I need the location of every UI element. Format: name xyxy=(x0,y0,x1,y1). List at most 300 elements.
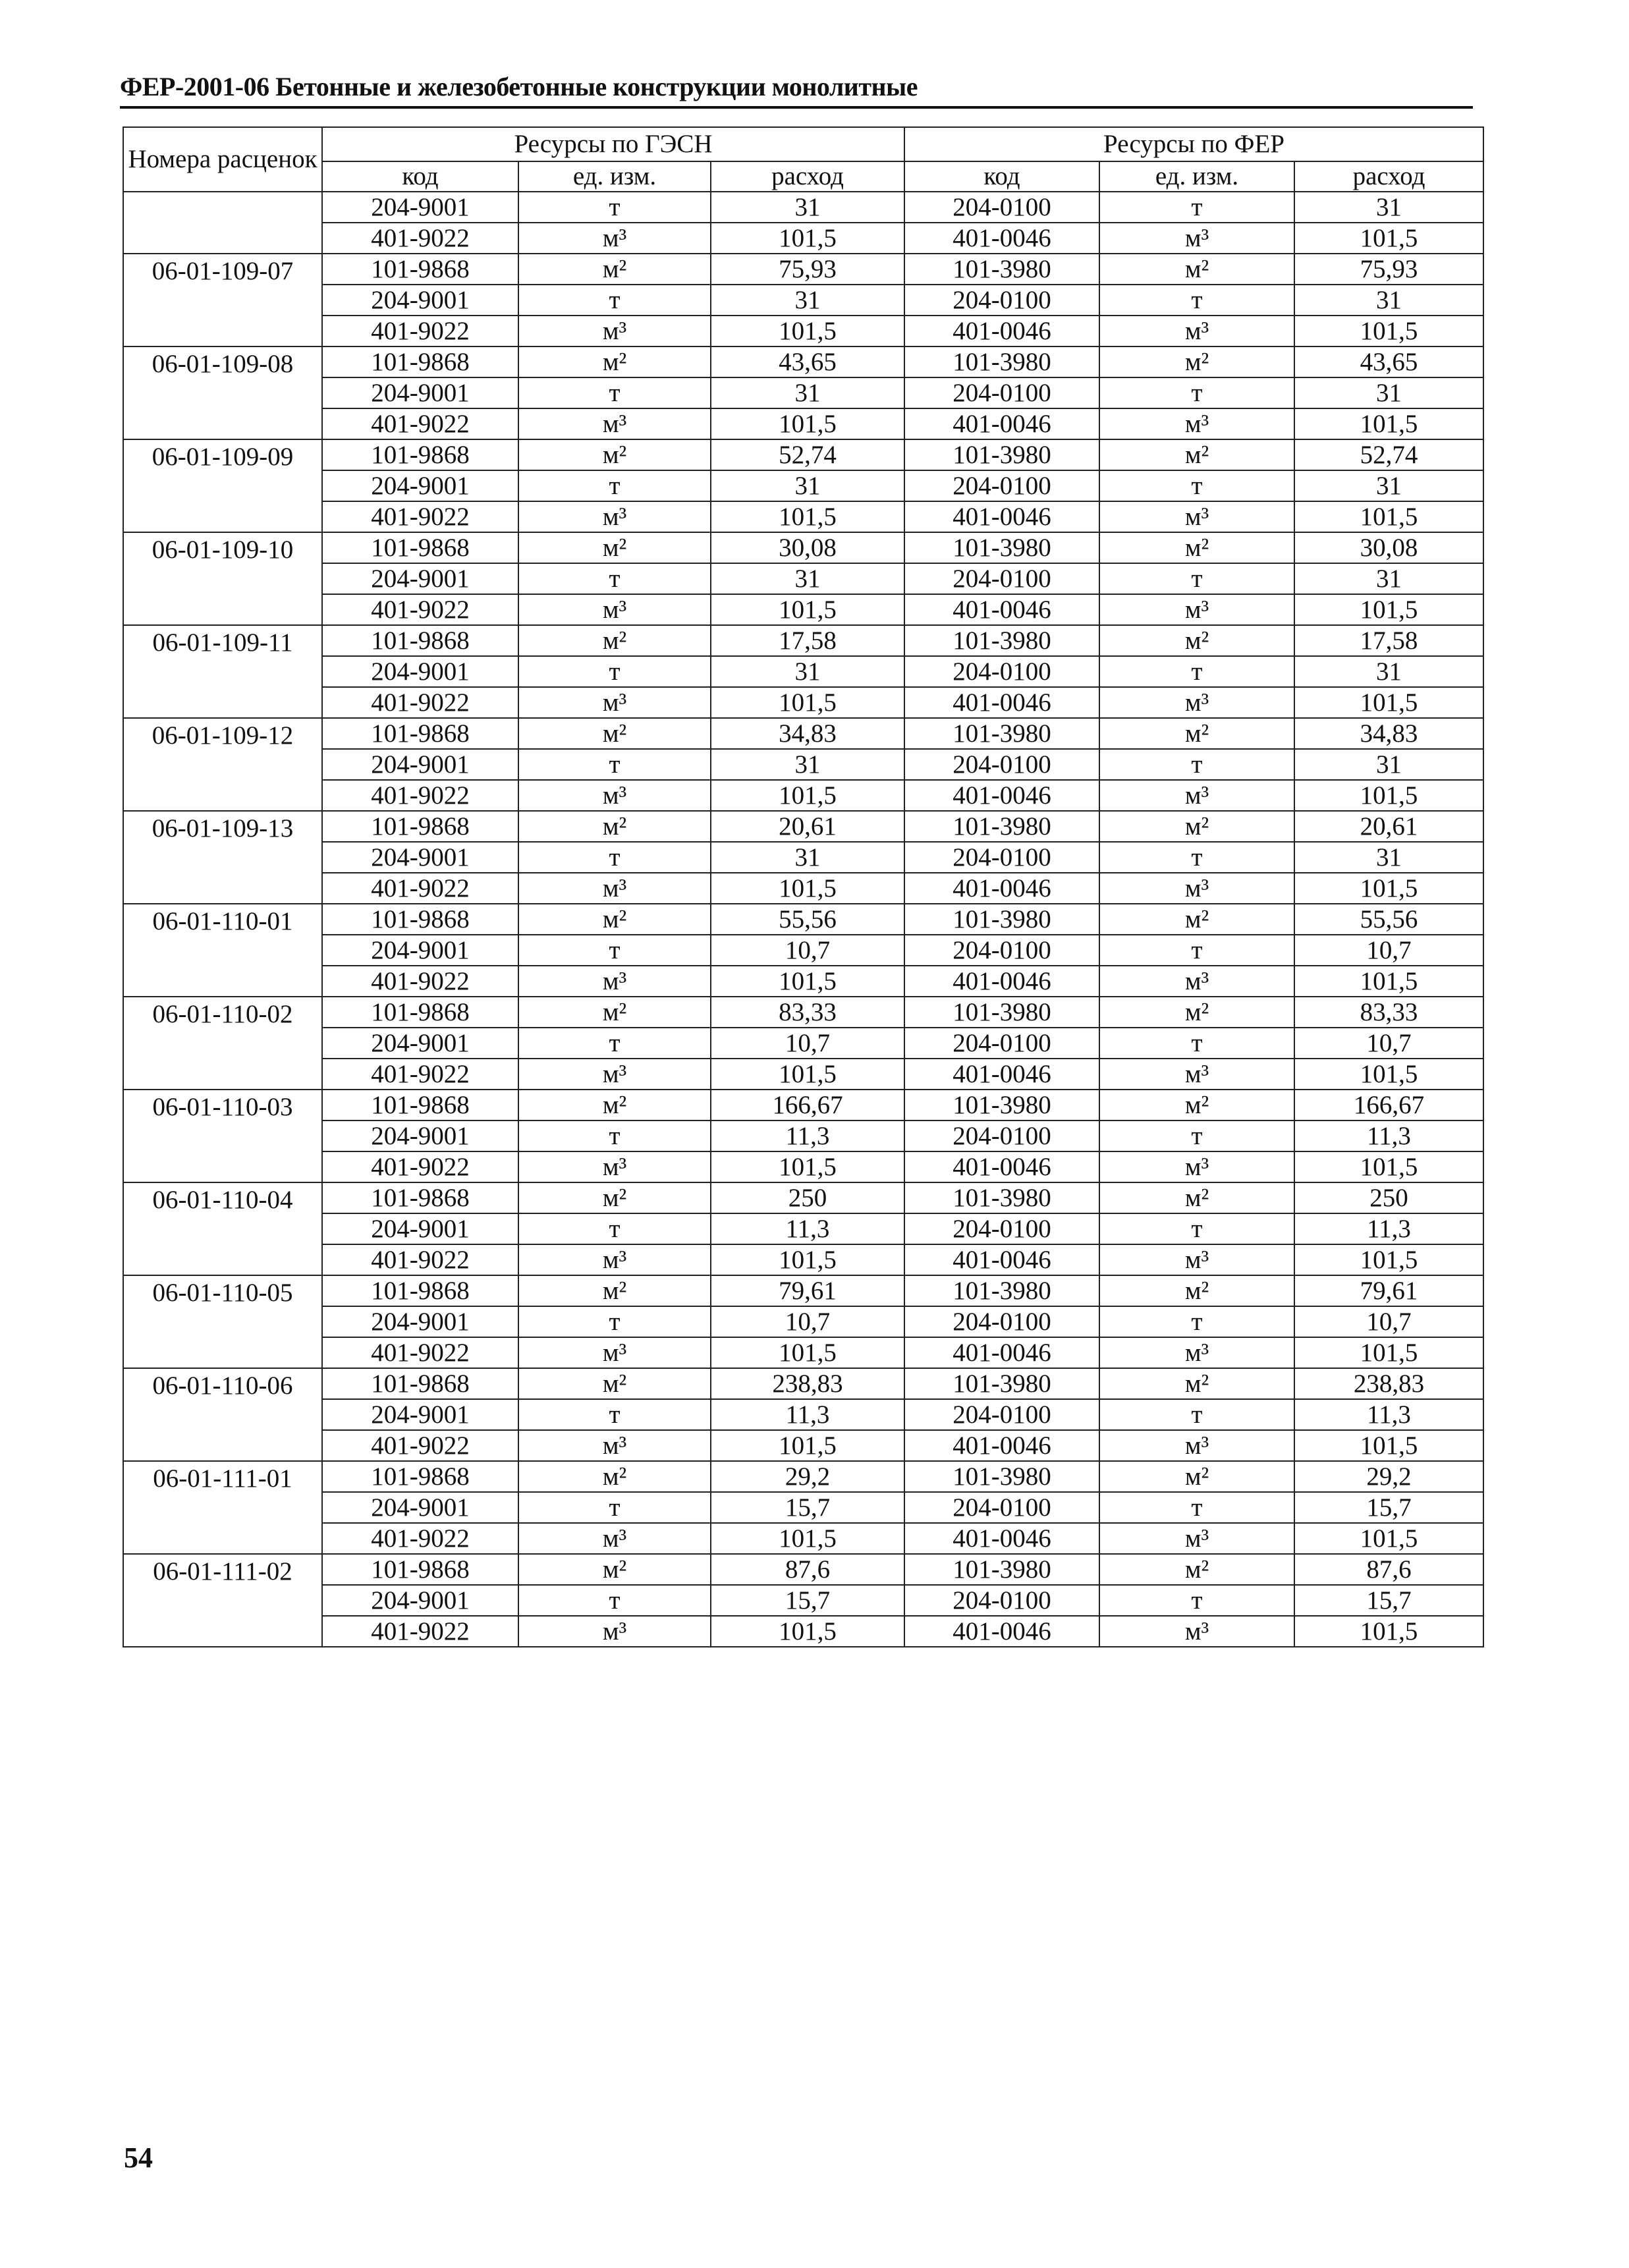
fer-unit-cell: т xyxy=(1099,377,1294,408)
fer-unit-cell: м² xyxy=(1099,1461,1294,1492)
fer-code-cell: 401-0046 xyxy=(904,316,1099,346)
fer-unit-cell: м² xyxy=(1099,718,1294,749)
gesn-consumption-cell: 87,6 xyxy=(711,1554,904,1585)
rate-number-cell: 06-01-110-04 xyxy=(123,1182,322,1275)
gesn-consumption-cell: 79,61 xyxy=(711,1275,904,1306)
gesn-consumption-cell: 101,5 xyxy=(711,1616,904,1647)
rate-numbers-header: Номера расценок xyxy=(123,127,322,192)
gesn-consumption-cell: 75,93 xyxy=(711,254,904,285)
gesn-unit-cell: м² xyxy=(518,1090,711,1120)
fer-unit-header: ед. изм. xyxy=(1099,161,1294,192)
gesn-code-cell: 401-9022 xyxy=(322,501,518,532)
fer-unit-cell: м³ xyxy=(1099,1523,1294,1554)
fer-code-cell: 401-0046 xyxy=(904,1616,1099,1647)
gesn-unit-cell: м² xyxy=(518,718,711,749)
fer-code-cell: 101-3980 xyxy=(904,346,1099,377)
fer-consumption-cell: 101,5 xyxy=(1294,1244,1483,1275)
gesn-code-cell: 401-9022 xyxy=(322,1616,518,1647)
gesn-unit-cell: м³ xyxy=(518,1151,711,1182)
fer-unit-cell: м² xyxy=(1099,1182,1294,1213)
gesn-code-cell: 101-9868 xyxy=(322,997,518,1028)
gesn-code-cell: 401-9022 xyxy=(322,316,518,346)
page-number: 54 xyxy=(124,2142,153,2174)
table-row xyxy=(123,594,1483,625)
table-head xyxy=(123,127,1483,192)
fer-unit-cell: м³ xyxy=(1099,780,1294,811)
gesn-unit-cell: т xyxy=(518,1213,711,1244)
fer-consumption-cell: 101,5 xyxy=(1294,1430,1483,1461)
gesn-unit-cell: т xyxy=(518,749,711,780)
rate-number-cell: 06-01-109-07 xyxy=(123,254,322,346)
fer-unit-cell: т xyxy=(1099,1213,1294,1244)
fer-code-cell: 401-0046 xyxy=(904,1059,1099,1090)
fer-code-cell: 101-3980 xyxy=(904,532,1099,563)
table-row xyxy=(123,1120,1483,1151)
gesn-code-cell: 204-9001 xyxy=(322,1120,518,1151)
fer-unit-cell: т xyxy=(1099,1306,1294,1337)
fer-code-cell: 101-3980 xyxy=(904,997,1099,1028)
gesn-consumption-cell: 101,5 xyxy=(711,966,904,997)
fer-consumption-cell: 55,56 xyxy=(1294,904,1483,935)
fer-unit-cell: т xyxy=(1099,285,1294,316)
fer-consumption-cell: 15,7 xyxy=(1294,1492,1483,1523)
table-row xyxy=(123,1182,1483,1213)
gesn-consumption-cell: 11,3 xyxy=(711,1120,904,1151)
table-row xyxy=(123,1028,1483,1059)
gesn-consumption-cell: 15,7 xyxy=(711,1492,904,1523)
fer-consumption-cell: 83,33 xyxy=(1294,997,1483,1028)
fer-unit-cell: т xyxy=(1099,563,1294,594)
gesn-unit-cell: м² xyxy=(518,439,711,470)
gesn-code-cell: 401-9022 xyxy=(322,594,518,625)
rate-number-cell: 06-01-111-02 xyxy=(123,1554,322,1647)
gesn-unit-cell: м² xyxy=(518,254,711,285)
table-row xyxy=(123,749,1483,780)
fer-unit-cell: м² xyxy=(1099,997,1294,1028)
table-row xyxy=(123,687,1483,718)
gesn-consumption-cell: 29,2 xyxy=(711,1461,904,1492)
fer-consumption-cell: 101,5 xyxy=(1294,780,1483,811)
fer-consumption-cell: 101,5 xyxy=(1294,1059,1483,1090)
fer-consumption-cell: 31 xyxy=(1294,377,1483,408)
fer-consumption-cell: 101,5 xyxy=(1294,501,1483,532)
gesn-unit-cell: т xyxy=(518,377,711,408)
gesn-consumption-cell: 52,74 xyxy=(711,439,904,470)
gesn-consumption-header: расход xyxy=(711,161,904,192)
gesn-unit-cell: м³ xyxy=(518,1059,711,1090)
table-row xyxy=(123,718,1483,749)
table-row xyxy=(123,1306,1483,1337)
table-body xyxy=(123,192,1483,1647)
gesn-consumption-cell: 31 xyxy=(711,377,904,408)
fer-code-cell: 204-0100 xyxy=(904,192,1099,223)
fer-consumption-cell: 101,5 xyxy=(1294,408,1483,439)
fer-consumption-cell: 34,83 xyxy=(1294,718,1483,749)
fer-unit-cell: м² xyxy=(1099,625,1294,656)
gesn-unit-cell: т xyxy=(518,470,711,501)
fer-consumption-cell: 31 xyxy=(1294,285,1483,316)
fer-code-cell: 204-0100 xyxy=(904,1399,1099,1430)
gesn-consumption-cell: 101,5 xyxy=(711,1430,904,1461)
rate-number-cell: 06-01-109-08 xyxy=(123,346,322,439)
fer-consumption-cell: 101,5 xyxy=(1294,1151,1483,1182)
gesn-code-cell: 204-9001 xyxy=(322,285,518,316)
table-row xyxy=(123,997,1483,1028)
fer-consumption-cell: 31 xyxy=(1294,192,1483,223)
gesn-code-cell: 204-9001 xyxy=(322,1585,518,1616)
gesn-consumption-cell: 31 xyxy=(711,563,904,594)
fer-consumption-cell: 17,58 xyxy=(1294,625,1483,656)
gesn-code-cell: 204-9001 xyxy=(322,1028,518,1059)
gesn-consumption-cell: 101,5 xyxy=(711,873,904,904)
gesn-unit-cell: м² xyxy=(518,532,711,563)
gesn-code-cell: 401-9022 xyxy=(322,780,518,811)
fer-consumption-cell: 11,3 xyxy=(1294,1120,1483,1151)
gesn-code-cell: 101-9868 xyxy=(322,811,518,842)
rate-number-cell: 06-01-110-01 xyxy=(123,904,322,997)
fer-unit-cell: м² xyxy=(1099,1275,1294,1306)
gesn-consumption-cell: 17,58 xyxy=(711,625,904,656)
fer-code-cell: 401-0046 xyxy=(904,873,1099,904)
table-row xyxy=(123,316,1483,346)
rate-number-cell: 06-01-109-10 xyxy=(123,532,322,625)
fer-unit-cell: м³ xyxy=(1099,1337,1294,1368)
fer-code-cell: 204-0100 xyxy=(904,563,1099,594)
table-row xyxy=(123,1368,1483,1399)
fer-unit-cell: м² xyxy=(1099,1368,1294,1399)
gesn-unit-cell: т xyxy=(518,656,711,687)
fer-resources-header: Ресурсы по ФЕР xyxy=(904,127,1483,161)
rate-number-cell: 06-01-109-13 xyxy=(123,811,322,904)
table-row xyxy=(123,1244,1483,1275)
fer-consumption-cell: 75,93 xyxy=(1294,254,1483,285)
fer-consumption-cell: 166,67 xyxy=(1294,1090,1483,1120)
table-row xyxy=(123,966,1483,997)
gesn-consumption-cell: 101,5 xyxy=(711,408,904,439)
gesn-unit-cell: т xyxy=(518,842,711,873)
fer-unit-cell: м³ xyxy=(1099,1244,1294,1275)
resources-table xyxy=(123,126,1484,1647)
gesn-code-cell: 101-9868 xyxy=(322,1090,518,1120)
gesn-code-cell: 401-9022 xyxy=(322,223,518,254)
fer-code-cell: 401-0046 xyxy=(904,594,1099,625)
fer-unit-cell: м³ xyxy=(1099,594,1294,625)
gesn-code-cell: 101-9868 xyxy=(322,1554,518,1585)
gesn-code-cell: 401-9022 xyxy=(322,1337,518,1368)
table-row xyxy=(123,285,1483,316)
gesn-unit-cell: м³ xyxy=(518,1244,711,1275)
gesn-consumption-cell: 166,67 xyxy=(711,1090,904,1120)
gesn-unit-cell: м³ xyxy=(518,408,711,439)
table-row xyxy=(123,1585,1483,1616)
gesn-consumption-cell: 55,56 xyxy=(711,904,904,935)
fer-consumption-cell: 31 xyxy=(1294,470,1483,501)
gesn-unit-cell: м³ xyxy=(518,966,711,997)
gesn-consumption-cell: 83,33 xyxy=(711,997,904,1028)
gesn-unit-cell: м² xyxy=(518,1554,711,1585)
gesn-code-cell: 204-9001 xyxy=(322,749,518,780)
gesn-unit-cell: м² xyxy=(518,997,711,1028)
fer-unit-cell: м² xyxy=(1099,904,1294,935)
fer-unit-cell: м³ xyxy=(1099,966,1294,997)
fer-unit-cell: м³ xyxy=(1099,316,1294,346)
fer-unit-cell: м³ xyxy=(1099,687,1294,718)
fer-consumption-cell: 52,74 xyxy=(1294,439,1483,470)
fer-consumption-cell: 43,65 xyxy=(1294,346,1483,377)
gesn-consumption-cell: 43,65 xyxy=(711,346,904,377)
fer-consumption-cell: 11,3 xyxy=(1294,1399,1483,1430)
table-row xyxy=(123,223,1483,254)
fer-unit-cell: т xyxy=(1099,192,1294,223)
fer-consumption-cell: 101,5 xyxy=(1294,873,1483,904)
fer-code-cell: 401-0046 xyxy=(904,408,1099,439)
fer-code-cell: 204-0100 xyxy=(904,935,1099,966)
rate-number-cell xyxy=(123,192,322,254)
gesn-code-cell: 204-9001 xyxy=(322,935,518,966)
gesn-code-cell: 401-9022 xyxy=(322,1151,518,1182)
fer-unit-cell: м³ xyxy=(1099,873,1294,904)
gesn-code-cell: 204-9001 xyxy=(322,1399,518,1430)
gesn-unit-cell: м² xyxy=(518,1275,711,1306)
fer-code-cell: 204-0100 xyxy=(904,1306,1099,1337)
fer-code-cell: 101-3980 xyxy=(904,254,1099,285)
table-row xyxy=(123,1492,1483,1523)
fer-consumption-cell: 31 xyxy=(1294,749,1483,780)
gesn-unit-cell: м³ xyxy=(518,1430,711,1461)
fer-code-cell: 401-0046 xyxy=(904,687,1099,718)
gesn-consumption-cell: 101,5 xyxy=(711,780,904,811)
table-row xyxy=(123,1213,1483,1244)
fer-unit-cell: м³ xyxy=(1099,1059,1294,1090)
gesn-code-cell: 204-9001 xyxy=(322,1306,518,1337)
fer-unit-cell: м³ xyxy=(1099,1616,1294,1647)
gesn-consumption-cell: 101,5 xyxy=(711,1244,904,1275)
gesn-consumption-cell: 250 xyxy=(711,1182,904,1213)
fer-unit-cell: т xyxy=(1099,1120,1294,1151)
table-row xyxy=(123,408,1483,439)
fer-code-cell: 204-0100 xyxy=(904,1028,1099,1059)
fer-consumption-cell: 101,5 xyxy=(1294,687,1483,718)
gesn-consumption-cell: 11,3 xyxy=(711,1399,904,1430)
table-row xyxy=(123,439,1483,470)
fer-consumption-cell: 101,5 xyxy=(1294,223,1483,254)
gesn-consumption-cell: 10,7 xyxy=(711,935,904,966)
fer-code-cell: 101-3980 xyxy=(904,625,1099,656)
fer-code-cell: 101-3980 xyxy=(904,1461,1099,1492)
gesn-code-cell: 401-9022 xyxy=(322,1523,518,1554)
table-row xyxy=(123,563,1483,594)
gesn-consumption-cell: 101,5 xyxy=(711,1151,904,1182)
gesn-consumption-cell: 101,5 xyxy=(711,594,904,625)
fer-unit-cell: м³ xyxy=(1099,501,1294,532)
gesn-consumption-cell: 238,83 xyxy=(711,1368,904,1399)
gesn-unit-cell: м² xyxy=(518,1368,711,1399)
table-row xyxy=(123,1399,1483,1430)
gesn-unit-cell: т xyxy=(518,1120,711,1151)
fer-unit-cell: м² xyxy=(1099,1554,1294,1585)
gesn-unit-cell: м³ xyxy=(518,594,711,625)
fer-code-cell: 401-0046 xyxy=(904,223,1099,254)
table-row xyxy=(123,625,1483,656)
fer-consumption-cell: 10,7 xyxy=(1294,935,1483,966)
gesn-unit-cell: т xyxy=(518,1028,711,1059)
gesn-unit-cell: т xyxy=(518,1585,711,1616)
table-row xyxy=(123,1430,1483,1461)
fer-code-cell: 401-0046 xyxy=(904,1523,1099,1554)
rate-number-cell: 06-01-109-11 xyxy=(123,625,322,718)
fer-code-cell: 204-0100 xyxy=(904,285,1099,316)
gesn-unit-cell: м² xyxy=(518,1182,711,1213)
gesn-code-cell: 204-9001 xyxy=(322,377,518,408)
table-row xyxy=(123,1275,1483,1306)
gesn-unit-cell: м³ xyxy=(518,873,711,904)
gesn-unit-cell: м³ xyxy=(518,687,711,718)
fer-code-cell: 101-3980 xyxy=(904,1090,1099,1120)
rate-number-cell: 06-01-110-05 xyxy=(123,1275,322,1368)
gesn-code-cell: 401-9022 xyxy=(322,687,518,718)
fer-code-cell: 101-3980 xyxy=(904,1368,1099,1399)
fer-unit-cell: т xyxy=(1099,470,1294,501)
fer-unit-cell: м² xyxy=(1099,254,1294,285)
gesn-code-cell: 101-9868 xyxy=(322,439,518,470)
gesn-code-cell: 401-9022 xyxy=(322,1430,518,1461)
fer-consumption-cell: 31 xyxy=(1294,842,1483,873)
table-row xyxy=(123,1059,1483,1090)
table-row xyxy=(123,842,1483,873)
table-row xyxy=(123,1523,1483,1554)
fer-consumption-cell: 250 xyxy=(1294,1182,1483,1213)
fer-unit-cell: т xyxy=(1099,1492,1294,1523)
gesn-unit-cell: м³ xyxy=(518,316,711,346)
fer-consumption-cell: 31 xyxy=(1294,656,1483,687)
gesn-consumption-cell: 31 xyxy=(711,470,904,501)
fer-consumption-cell: 101,5 xyxy=(1294,316,1483,346)
gesn-consumption-cell: 31 xyxy=(711,192,904,223)
gesn-unit-cell: т xyxy=(518,285,711,316)
fer-unit-cell: т xyxy=(1099,1399,1294,1430)
table-row xyxy=(123,935,1483,966)
gesn-consumption-cell: 31 xyxy=(711,749,904,780)
rate-number-cell: 06-01-109-12 xyxy=(123,718,322,811)
gesn-consumption-cell: 101,5 xyxy=(711,687,904,718)
table-row xyxy=(123,346,1483,377)
fer-code-cell: 204-0100 xyxy=(904,842,1099,873)
fer-code-cell: 101-3980 xyxy=(904,811,1099,842)
table-row xyxy=(123,1461,1483,1492)
fer-unit-cell: т xyxy=(1099,1028,1294,1059)
gesn-code-cell: 101-9868 xyxy=(322,1461,518,1492)
gesn-code-cell: 204-9001 xyxy=(322,192,518,223)
gesn-code-cell: 101-9868 xyxy=(322,1182,518,1213)
fer-unit-cell: м³ xyxy=(1099,408,1294,439)
fer-consumption-cell: 101,5 xyxy=(1294,1616,1483,1647)
fer-unit-cell: м² xyxy=(1099,439,1294,470)
rate-number-cell: 06-01-110-03 xyxy=(123,1090,322,1182)
fer-unit-cell: т xyxy=(1099,935,1294,966)
page-header xyxy=(120,71,1473,109)
rate-number-cell: 06-01-110-02 xyxy=(123,997,322,1090)
fer-consumption-cell: 238,83 xyxy=(1294,1368,1483,1399)
fer-code-cell: 401-0046 xyxy=(904,1151,1099,1182)
fer-code-cell: 101-3980 xyxy=(904,904,1099,935)
rate-number-cell: 06-01-109-09 xyxy=(123,439,322,532)
fer-code-cell: 204-0100 xyxy=(904,1585,1099,1616)
gesn-consumption-cell: 31 xyxy=(711,285,904,316)
gesn-code-cell: 101-9868 xyxy=(322,718,518,749)
fer-consumption-cell: 29,2 xyxy=(1294,1461,1483,1492)
gesn-consumption-cell: 11,3 xyxy=(711,1213,904,1244)
fer-code-cell: 204-0100 xyxy=(904,1213,1099,1244)
document-title: ФЕР-2001-06 Бетонные и железобетонные конструкции монолитные xyxy=(120,72,918,101)
gesn-consumption-cell: 101,5 xyxy=(711,316,904,346)
gesn-code-cell: 204-9001 xyxy=(322,470,518,501)
fer-code-cell: 204-0100 xyxy=(904,470,1099,501)
fer-code-cell: 101-3980 xyxy=(904,1554,1099,1585)
gesn-consumption-cell: 34,83 xyxy=(711,718,904,749)
fer-unit-cell: т xyxy=(1099,842,1294,873)
fer-code-cell: 204-0100 xyxy=(904,749,1099,780)
gesn-code-cell: 401-9022 xyxy=(322,408,518,439)
fer-consumption-cell: 87,6 xyxy=(1294,1554,1483,1585)
fer-code-cell: 401-0046 xyxy=(904,966,1099,997)
fer-consumption-cell: 31 xyxy=(1294,563,1483,594)
table-row xyxy=(123,470,1483,501)
fer-consumption-cell: 20,61 xyxy=(1294,811,1483,842)
gesn-unit-cell: м² xyxy=(518,811,711,842)
table-row xyxy=(123,873,1483,904)
fer-unit-cell: м² xyxy=(1099,811,1294,842)
gesn-resources-header: Ресурсы по ГЭСН xyxy=(322,127,904,161)
gesn-consumption-cell: 10,7 xyxy=(711,1028,904,1059)
gesn-code-cell: 204-9001 xyxy=(322,842,518,873)
gesn-unit-cell: м³ xyxy=(518,1523,711,1554)
fer-consumption-cell: 101,5 xyxy=(1294,594,1483,625)
rate-number-cell: 06-01-111-01 xyxy=(123,1461,322,1554)
gesn-consumption-cell: 10,7 xyxy=(711,1306,904,1337)
fer-consumption-cell: 101,5 xyxy=(1294,1337,1483,1368)
gesn-code-cell: 401-9022 xyxy=(322,1244,518,1275)
gesn-unit-cell: м² xyxy=(518,1461,711,1492)
gesn-consumption-cell: 20,61 xyxy=(711,811,904,842)
fer-unit-cell: м² xyxy=(1099,346,1294,377)
table-row xyxy=(123,811,1483,842)
table-row xyxy=(123,1616,1483,1647)
fer-unit-cell: м³ xyxy=(1099,223,1294,254)
fer-code-cell: 101-3980 xyxy=(904,439,1099,470)
fer-code-cell: 101-3980 xyxy=(904,718,1099,749)
gesn-consumption-cell: 101,5 xyxy=(711,1337,904,1368)
table-row xyxy=(123,532,1483,563)
gesn-code-header: код xyxy=(322,161,518,192)
gesn-code-cell: 204-9001 xyxy=(322,1492,518,1523)
table-row xyxy=(123,1090,1483,1120)
gesn-code-cell: 101-9868 xyxy=(322,346,518,377)
gesn-consumption-cell: 101,5 xyxy=(711,501,904,532)
fer-code-cell: 401-0046 xyxy=(904,1430,1099,1461)
gesn-unit-cell: м² xyxy=(518,625,711,656)
fer-unit-cell: м³ xyxy=(1099,1151,1294,1182)
table-row xyxy=(123,780,1483,811)
gesn-unit-cell: м³ xyxy=(518,780,711,811)
gesn-unit-cell: м² xyxy=(518,346,711,377)
gesn-unit-cell: м³ xyxy=(518,1337,711,1368)
gesn-consumption-cell: 31 xyxy=(711,842,904,873)
fer-consumption-cell: 101,5 xyxy=(1294,1523,1483,1554)
gesn-code-cell: 101-9868 xyxy=(322,254,518,285)
rate-number-cell: 06-01-110-06 xyxy=(123,1368,322,1461)
fer-code-header: код xyxy=(904,161,1099,192)
table-row xyxy=(123,1337,1483,1368)
